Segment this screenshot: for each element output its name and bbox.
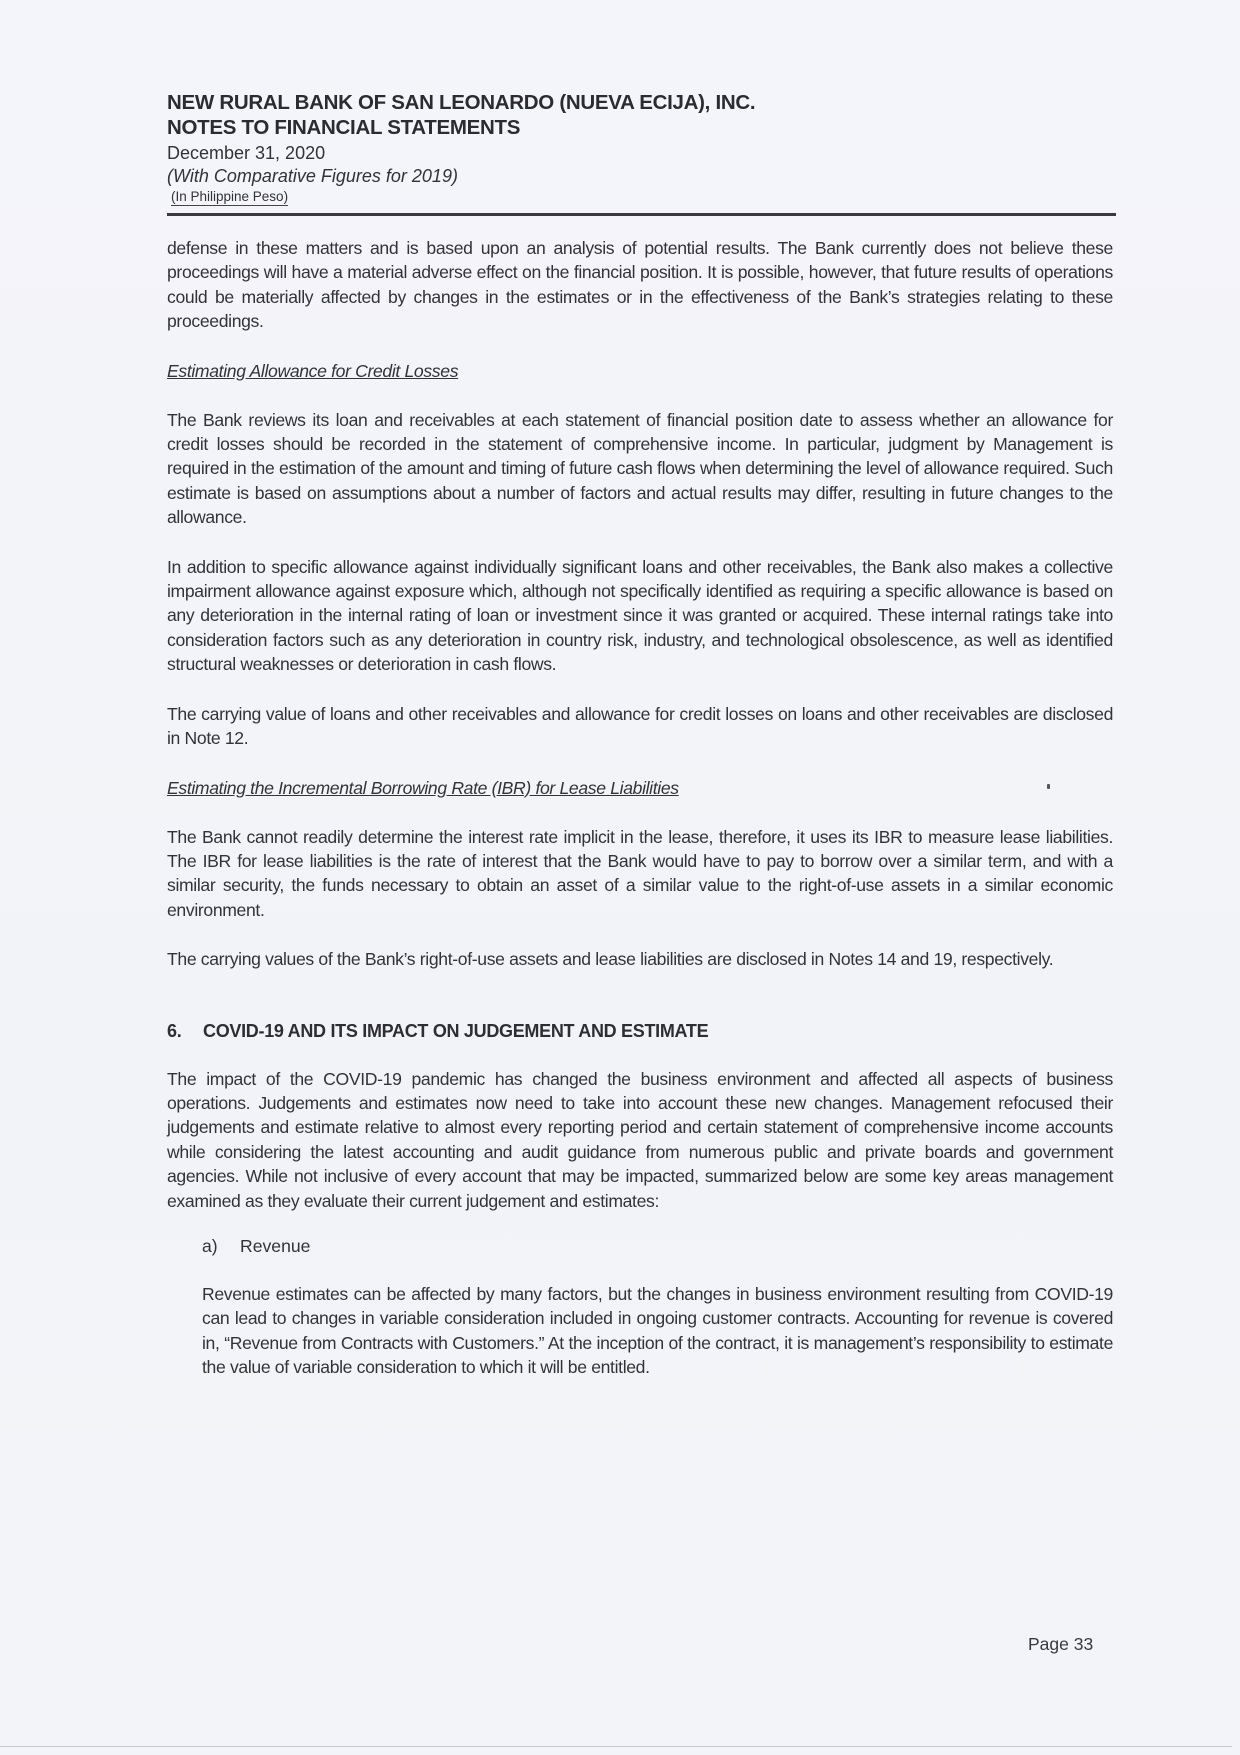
list-item-title: Revenue bbox=[240, 1235, 311, 1256]
section-number: 6. bbox=[167, 1020, 182, 1041]
paragraph-allowance-1: The Bank reviews its loan and receivables at each statement of financial position date to assess whether an allowance for credit losses should be recorded in the statement of comprehensive income. In particular, judgment by Management is required in the estimation of the amount and timing of future cash flows when determining the level of allowance required. Such estimate is based on assumptions about a number of factors and actual results may differ, resulting in future changes to the allowance. bbox=[167, 409, 1113, 528]
currency-note: (In Philippine Peso) bbox=[171, 189, 289, 204]
page-bottom-edge bbox=[0, 1746, 1232, 1747]
paragraph-ibr-1: The Bank cannot readily determine the interest rate implicit in the lease, therefore, it uses its IBR to measure lease liabilities. The IBR for lease liabilities is the rate of interest that the Bank would have to pay to borrow over a similar term, and with a similar security, the funds necessary to obtain an asset of a similar value to the right-of-use assets in a similar economic environment. bbox=[167, 826, 1113, 920]
paragraph-ibr-2: The carrying values of the Bank’s right-of-use assets and lease liabilities are disclosed in Notes 14 and 19, respectively. bbox=[167, 949, 1054, 970]
paragraph-revenue: Revenue estimates can be affected by many factors, but the changes in business environment resulting from COVID-19 can lead to changes in variable consideration included in ongoing customer contracts. Accounting for revenue is covered in, “Revenue from Contracts with Customers.” At the inception of the contract, it is management’s responsibility to estimate the value of variable consideration to which it will be entitled. bbox=[202, 1283, 1113, 1378]
list-item-label: a) bbox=[202, 1235, 218, 1256]
comparative-note: (With Comparative Figures for 2019) bbox=[167, 166, 458, 186]
paragraph-allowance-2: In addition to specific allowance against individually significant loans and other receivables, the Bank also makes a collective impairment allowance against exposure which, although not specifically identified as requiring a specific allowance is based on any deterioration in the internal rating of loan or investment since it was granted or acquired. These internal ratings take into consideration factors such as any deterioration in country risk, industry, and technological obsolescence, as well as identified structural weaknesses or deterioration in cash flows. bbox=[167, 556, 1113, 675]
paragraph-allowance-3: The carrying value of loans and other receivables and allowance for credit losses on loans and other receivables are disclosed in Note 12. bbox=[167, 703, 1113, 749]
page-header bbox=[167, 90, 1117, 206]
page-number: Page 33 bbox=[1028, 1634, 1094, 1654]
header-rule bbox=[167, 213, 1116, 216]
paragraph-covid: The impact of the COVID-19 pandemic has changed the business environment and affected all aspects of business operations. Judgements and estimates now need to take into account these new changes. Management refocused their judgements and estimate relative to almost every reporting period and certain statement of comprehensive income accounts while considering the latest accounting and audit guidance from numerous public and private boards and government agencies. While not inclusive of every account that may be impacted, summarized below are some key areas management examined as they evaluate their current judgement and estimates: bbox=[167, 1068, 1113, 1211]
section-title: COVID-19 AND ITS IMPACT ON JUDGEMENT AND ESTIMATE bbox=[203, 1020, 709, 1041]
company-name: NEW RURAL BANK OF SAN LEONARDO (NUEVA ECIJA), INC. bbox=[167, 91, 756, 114]
page-body bbox=[167, 236, 1113, 1380]
document-title: NOTES TO FINANCIAL STATEMENTS bbox=[167, 116, 521, 139]
subheading-allowance: Estimating Allowance for Credit Losses bbox=[167, 360, 459, 381]
scan-speck bbox=[1047, 784, 1050, 789]
subheading-ibr: Estimating the Incremental Borrowing Rate (IBR) for Lease Liabilities bbox=[167, 777, 679, 798]
statement-date: December 31, 2020 bbox=[167, 143, 326, 163]
section-6-heading bbox=[167, 1019, 1113, 1043]
list-item-revenue bbox=[167, 1234, 1113, 1258]
paragraph-continued: defense in these matters and is based upon an analysis of potential results. The Bank currently does not believe these proceedings will have a material adverse effect on the financial position. It is possible, however, that future results of operations could be materially affected by changes in the estimates or in the effectiveness of the Bank’s strategies relating to these proceedings. bbox=[167, 238, 1113, 332]
